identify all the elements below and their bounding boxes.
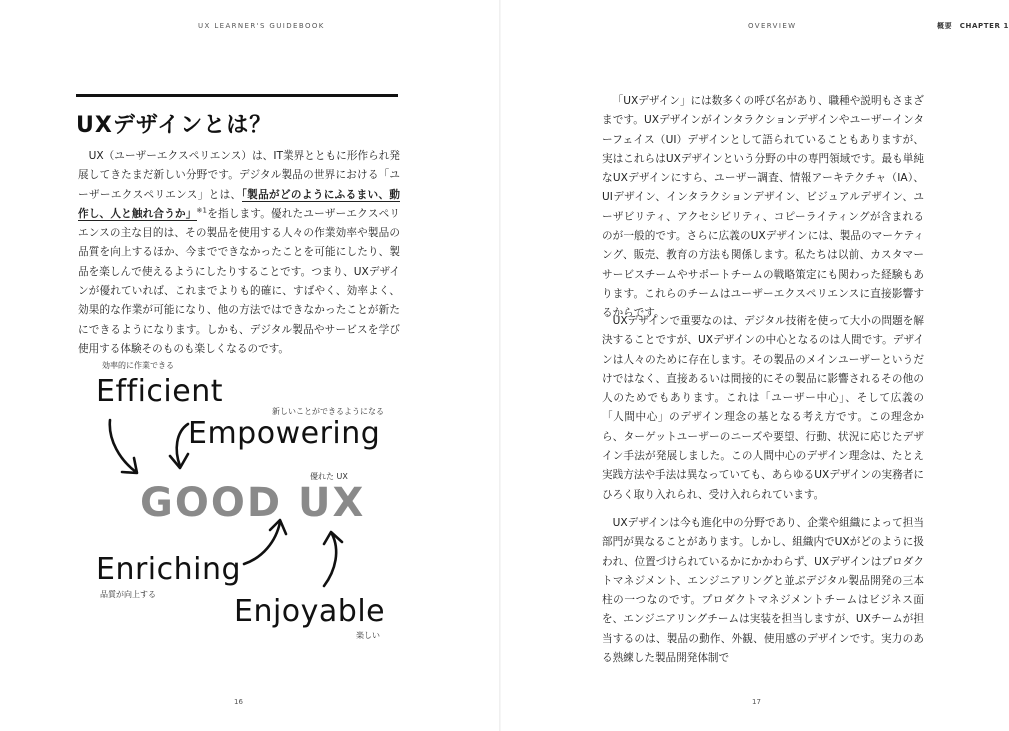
label-enriching: Enriching [96,552,242,587]
page-number-right: 17 [752,698,761,706]
caption-empowering: 新しいことができるようになる [272,407,384,416]
paragraph-2: UXデザインで重要なのは、デジタル技術を使って大小の問題を解決することですが、UXデザインの中心となるのは人間です。デザインは人々のために存在します。その製品のメインユーザーというだけではなく、直接あるいは間接的にその製品に影響されるその他の人のためでもあります。これは「ユーザー中心」、そして広義の「人間中心」のデザイン理念の基となる考え方です。この理念から、ターゲットユーザーのニーズや要望、行動、状況に応じたデザイン手法が発展しました。この人間中心のデザイン理念は、たとえ実践方法や手法は異なっていても、あらゆるUXデザインの実務者にひろく取り入れられ、受け入れられています。 [602,315,924,501]
running-header-right: OVERVIEW [748,22,797,30]
intro-text-after: を指します。優れたユーザーエクスペリエンスの主な目的は、その製品を使用する人々の作業効率や製品の品質を向上するほか、今までできなかったことを可能にしたり、製品を楽しんで使えるようにしたりすることです。つまり、UXデザインが優れていれば、これまでよりも的確に、すばやく、効率よく、効果的な作業が可能になり、他の方法ではできなかったことが新たにできるようになります。しかも、デジタル製品やサービスを学び使用する体験そのものも楽しくなるのです。 [78,207,400,355]
paragraph-3: UXデザインは今も進化中の分野であり、企業や組織によって担当部門が異なることがあります。しかし、組織内でUXがどのように扱われ、位置づけられているかにかかわらず、UXデザインはプロダクトマネジメント、エンジニアリングと並ぶデジタル製品開発の三本柱の一つなのです。プロダクトマネジメントチームはビジネス面を、エンジニアリングチームは実装を担当しますが、UXチームが担当するのは、製品の動作、外観、使用感のデザインです。実力のある熟練した製品開発体制で [602,517,924,665]
caption-efficient: 効率的に作業できる [102,361,174,370]
caption-enjoyable: 楽しい [356,631,380,640]
page-title: UXデザインとは？ [76,113,273,138]
caption-enriching: 品質が向上する [100,590,156,599]
good-ux-diagram [80,350,410,650]
intro-paragraph [78,147,400,359]
right-page [500,0,1009,731]
left-page [0,0,500,731]
label-enjoyable: Enjoyable [234,594,386,629]
arrow-empowering [177,424,188,466]
label-empowering: Empowering [188,416,381,451]
paragraph-1: 「UXデザイン」には数多くの呼び名があり、職種や説明もさまざまです。UXデザインがインタラクションデザインやユーザーインターフェイス（UI）デザインとして語られていることもありますが、実はこれらはUXデザインという分野の中の専門領域です。最も単純なUXデザインにすら、ユーザー調査、情報アーキテクチャ（IA）、UIデザイン、インタラクションデザイン、ビジュアルデザイン、ユーザビリティ、アクセシビリティ、コピーライティングが含まれるのが一般的です。さらに広義のUXデザインには、製品のマーケティング、販売、教育の方法も関係します。私たちは以前、カスタマーサービスチームやサポートチームの戦略策定にも関わった経験もあります。これらのチームはユーザーエクスペリエンスに直接影響するからです。 [602,95,924,320]
footnote-mark: ※1 [196,206,208,215]
arrow-enriching [244,522,280,564]
intro-text-before: UX（ユーザーエクスペリエンス）は、IT業界とともに形作られ発展してきたまだ新しい分野です。デジタル製品の世界における「ユーザーエクスペリエンス」とは、 [78,150,400,201]
page-number-left: 16 [234,698,243,706]
label-good-ux: GOOD UX [140,480,366,526]
chapter-label: 概要 CHAPTER 1 [937,22,1009,30]
intro-highlight: 「製品がどのようにふるまい、動作し、人と触れ合うか」 [78,188,400,220]
caption-good-ux: 優れた UX [310,472,348,481]
running-header-left: UX LEARNER'S GUIDEBOOK [198,22,325,30]
label-efficient: Efficient [96,374,223,409]
title-rule [76,94,398,97]
arrow-efficient [110,420,136,472]
